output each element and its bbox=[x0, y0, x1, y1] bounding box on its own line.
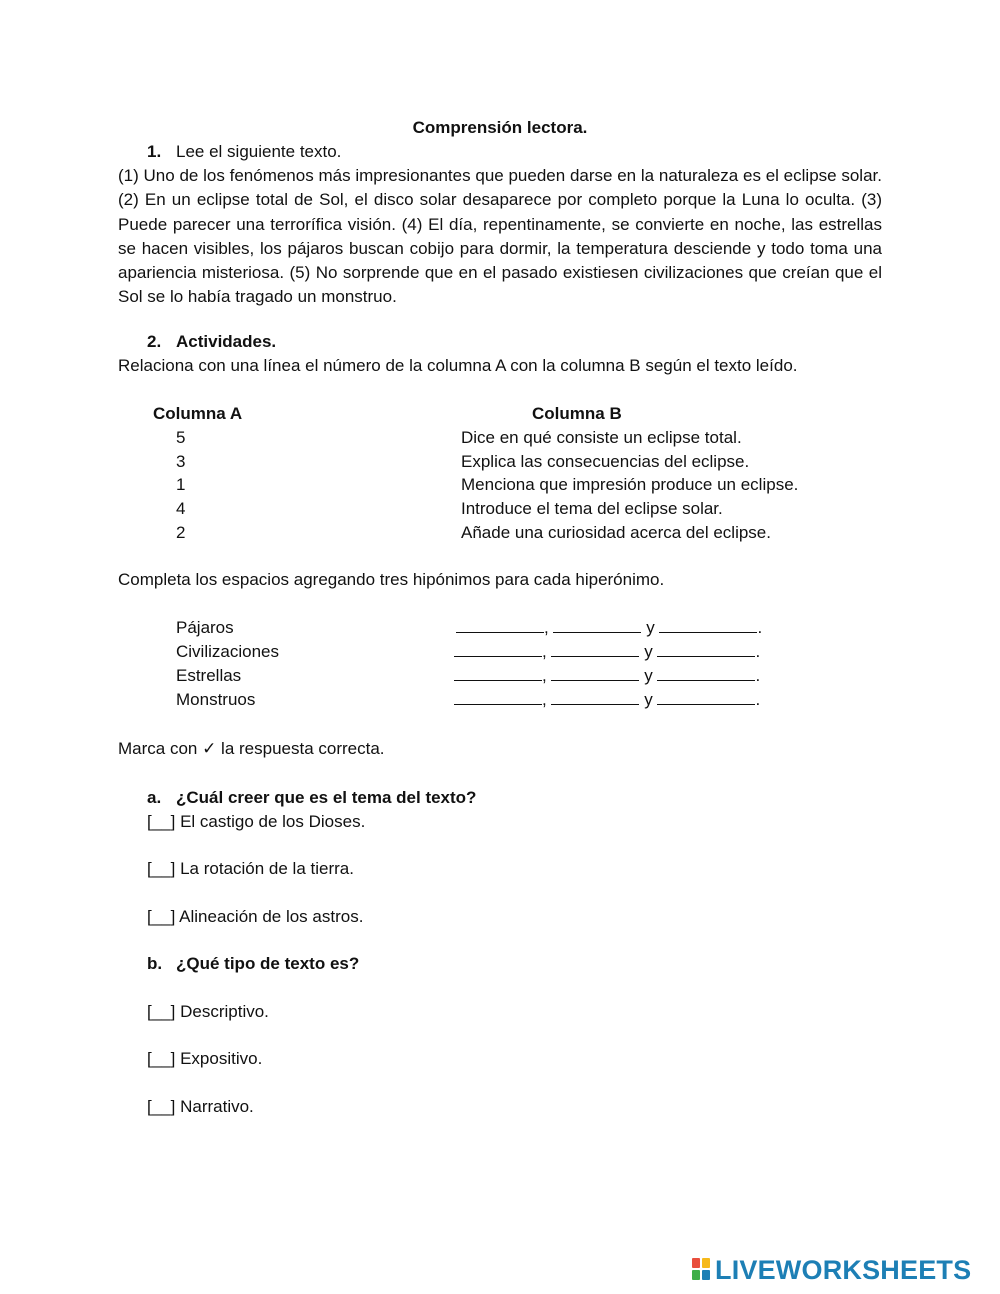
checkbox[interactable]: [__] bbox=[147, 1049, 176, 1068]
hyperonym-label: Monstruos bbox=[176, 690, 256, 709]
hyponym-blank[interactable] bbox=[454, 640, 542, 657]
hyponym-blank[interactable] bbox=[551, 664, 639, 681]
check-instruction: Marca con ✓ la respuesta correcta. bbox=[118, 739, 385, 758]
liveworksheets-logo bbox=[692, 1254, 971, 1286]
hyponym-blanks-row: , y . bbox=[456, 616, 762, 640]
question-a-letter: a. bbox=[147, 788, 162, 807]
hyponym-blank[interactable] bbox=[657, 664, 755, 681]
column-b-header: Columna B bbox=[532, 404, 622, 423]
column-b-item[interactable]: Introduce el tema del eclipse solar. bbox=[461, 499, 723, 518]
hyponym-blanks-row: , y . bbox=[454, 640, 760, 664]
hyponym-blank[interactable] bbox=[659, 616, 757, 633]
checkbox[interactable]: [__] bbox=[147, 859, 176, 878]
page-title: Comprensión lectora. bbox=[412, 118, 588, 137]
checkbox[interactable]: [__] bbox=[147, 812, 176, 831]
checkbox[interactable]: [__] bbox=[147, 1002, 176, 1021]
hyponym-blank[interactable] bbox=[553, 616, 641, 633]
question-b-text: ¿Qué tipo de texto es? bbox=[176, 954, 360, 973]
column-b-item[interactable]: Explica las consecuencias del eclipse. bbox=[461, 452, 750, 471]
step-2-label: Actividades. bbox=[176, 332, 277, 351]
column-a-item[interactable]: 2 bbox=[176, 523, 186, 542]
reading-text: (1) Uno de los fenómenos más impresionantes que pueden darse en la naturaleza es el eclipse solar. (2) En un eclipse total de Sol, el disco solar desaparece por completo porque la Luna lo oculta. (3) Puede parecer una terrorífica visión. (4) El día, repentinamente, se convierte en noche, las estrellas se hacen visibles, los pájaros buscan cobijo para dormir, la temperatura desciende y todo toma una apariencia misteriosa. (5) No sorprende que en el pasado existiesen civilizaciones que creían que el Sol se lo había tragado un monstruo. bbox=[118, 166, 882, 307]
option-a-3 bbox=[147, 905, 363, 929]
column-a-item[interactable]: 3 bbox=[176, 452, 186, 471]
match-instruction: Relaciona con una línea el número de la columna A con la columna B según el texto leído. bbox=[118, 356, 798, 375]
brand-name: LIVEWORKSHEETS bbox=[715, 1254, 972, 1285]
hyponym-blank[interactable] bbox=[551, 688, 639, 705]
option-label: El castigo de los Dioses. bbox=[180, 812, 366, 831]
option-b-1 bbox=[147, 1000, 269, 1024]
option-a-2 bbox=[147, 857, 354, 881]
step-1-number: 1. bbox=[147, 142, 162, 161]
hyperonym-label: Estrellas bbox=[176, 666, 242, 685]
column-a-item[interactable]: 4 bbox=[176, 499, 186, 518]
option-a-1 bbox=[147, 810, 365, 834]
option-b-3 bbox=[147, 1095, 254, 1119]
option-label: Narrativo. bbox=[180, 1097, 254, 1116]
column-a-item[interactable]: 5 bbox=[176, 428, 186, 447]
hyponym-blank[interactable] bbox=[657, 640, 755, 657]
hyponym-blanks-row: , y . bbox=[454, 664, 760, 688]
checkbox[interactable]: [__] bbox=[147, 907, 176, 926]
hyponym-blank[interactable] bbox=[454, 664, 542, 681]
checkbox[interactable]: [__] bbox=[147, 1097, 176, 1116]
hyponym-blank[interactable] bbox=[657, 688, 755, 705]
hyponym-blank[interactable] bbox=[456, 616, 544, 633]
option-label: La rotación de la tierra. bbox=[180, 859, 354, 878]
question-a-text: ¿Cuál creer que es el tema del texto? bbox=[176, 788, 477, 807]
step-2-number: 2. bbox=[147, 332, 162, 351]
step-1-label: Lee el siguiente texto. bbox=[176, 142, 342, 161]
column-b-item[interactable]: Menciona que impresión produce un eclipse. bbox=[461, 475, 799, 494]
column-b-item[interactable]: Dice en qué consiste un eclipse total. bbox=[461, 428, 742, 447]
liveworksheets-logo-icon bbox=[692, 1258, 712, 1282]
hyponym-instruction: Completa los espacios agregando tres hipónimos para cada hiperónimo. bbox=[118, 570, 665, 589]
question-b-letter: b. bbox=[147, 954, 163, 973]
option-label: Descriptivo. bbox=[180, 1002, 269, 1021]
option-label: Expositivo. bbox=[180, 1049, 263, 1068]
hyperonym-label: Civilizaciones bbox=[176, 642, 279, 661]
column-b-item[interactable]: Añade una curiosidad acerca del eclipse. bbox=[461, 523, 771, 542]
hyponym-blank[interactable] bbox=[454, 688, 542, 705]
column-a-item[interactable]: 1 bbox=[176, 475, 186, 494]
option-b-2 bbox=[147, 1047, 262, 1071]
column-a-header: Columna A bbox=[153, 404, 243, 423]
option-label: Alineación de los astros. bbox=[179, 907, 364, 926]
hyponym-blank[interactable] bbox=[551, 640, 639, 657]
hyponym-blanks-row: , y . bbox=[454, 688, 760, 712]
hyperonym-label: Pájaros bbox=[176, 618, 234, 637]
